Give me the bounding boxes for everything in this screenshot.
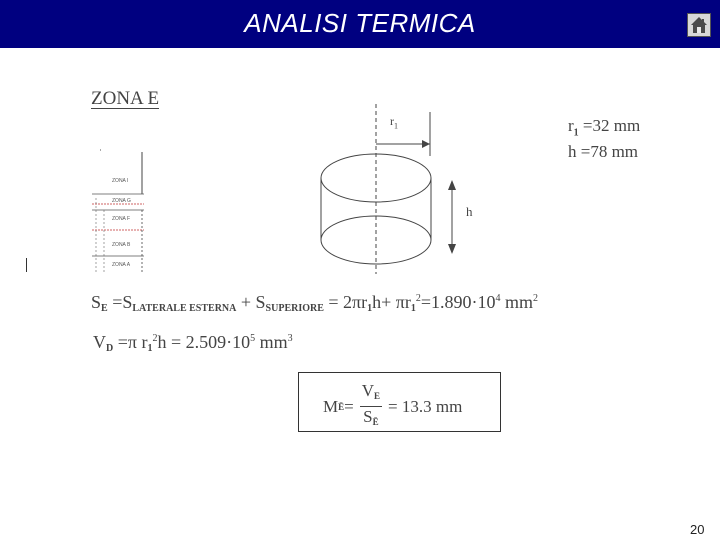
formula-num-v: V	[361, 381, 375, 400]
radius-symbol: r	[390, 114, 394, 128]
result-formula-box	[298, 372, 501, 432]
margin-mark	[26, 258, 27, 272]
radius-dim-symbol: r	[568, 116, 574, 135]
zone-schematic	[92, 148, 162, 276]
eq-surface-value: =1.890·10	[420, 292, 496, 312]
height-dimension: h =78 mm	[568, 142, 639, 162]
eq-s: S	[91, 292, 102, 312]
radius-dimension	[568, 116, 640, 142]
volume-equation	[93, 332, 293, 354]
eq-sup-5: 5	[250, 333, 256, 344]
eq-2pir: = 2πr	[323, 292, 368, 312]
formula-result: = 13.3 mm	[388, 396, 463, 416]
eq-sub-e: E	[101, 303, 108, 314]
eq-sub-lateral: LATERALE ESTERNA	[132, 303, 237, 314]
surface-equation	[91, 292, 538, 314]
eq-v: V	[93, 332, 106, 352]
eq-volume-unit: mm	[255, 332, 288, 352]
eq-vol-sub-1: 1	[147, 343, 153, 354]
zone-label-i: ZONA I	[112, 178, 129, 184]
radius-dim-subscript: 1	[573, 127, 579, 139]
eq-eq-s: =S	[107, 292, 133, 312]
eq-surface-unit: mm	[500, 292, 534, 312]
radius-subscript: 1	[394, 121, 398, 131]
eq-sub-1b: 1	[410, 303, 416, 314]
formula-den-s: S	[363, 407, 373, 426]
zone-label-b: ZONA B	[112, 242, 131, 248]
formula-num-sub: E	[374, 391, 381, 401]
eq-sub-d: D	[106, 343, 114, 354]
dimensions	[568, 116, 640, 161]
formula-den-sub: Ē	[372, 417, 379, 427]
eq-pi-r: =π r	[113, 332, 148, 352]
home-icon	[688, 14, 710, 36]
zone-label: ZONA E	[91, 88, 160, 109]
result-formula	[323, 381, 462, 432]
eq-plus-s: + S	[236, 292, 266, 312]
formula-eq: =	[344, 396, 354, 416]
eq-volume-value: h = 2.509·10	[157, 332, 251, 352]
eq-sub-superiore: SUPERIORE	[265, 303, 324, 314]
zone-schematic-lines	[92, 148, 162, 276]
height-label: h	[466, 204, 473, 219]
eq-h-plus-pi: h+ πr	[372, 292, 411, 312]
radius-label	[390, 114, 398, 130]
formula-m: M	[323, 396, 339, 416]
formula-sub-m: Ē	[338, 401, 345, 412]
zone-label-f: ZONA F	[112, 216, 131, 222]
eq-sub-1a: 1	[367, 303, 373, 314]
eq-vol-sup-2: 2	[152, 333, 158, 344]
eq-sup-2: 2	[415, 293, 421, 304]
zone-label-g: ZONA G	[112, 198, 131, 204]
page-number: 20	[690, 522, 705, 537]
eq-sup-unit: 2	[533, 293, 539, 304]
eq-sup-4: 4	[495, 293, 501, 304]
slide-title: ANALISI TERMICA	[244, 8, 476, 38]
formula-denominator	[363, 407, 378, 432]
eq-vol-sup-unit: 3	[287, 333, 293, 344]
formula-fraction	[360, 381, 382, 432]
radius-dim-value: =32 mm	[578, 116, 641, 135]
formula-numerator	[360, 381, 382, 407]
zone-label-a: ZONA A	[112, 262, 131, 268]
home-button[interactable]	[687, 13, 711, 37]
